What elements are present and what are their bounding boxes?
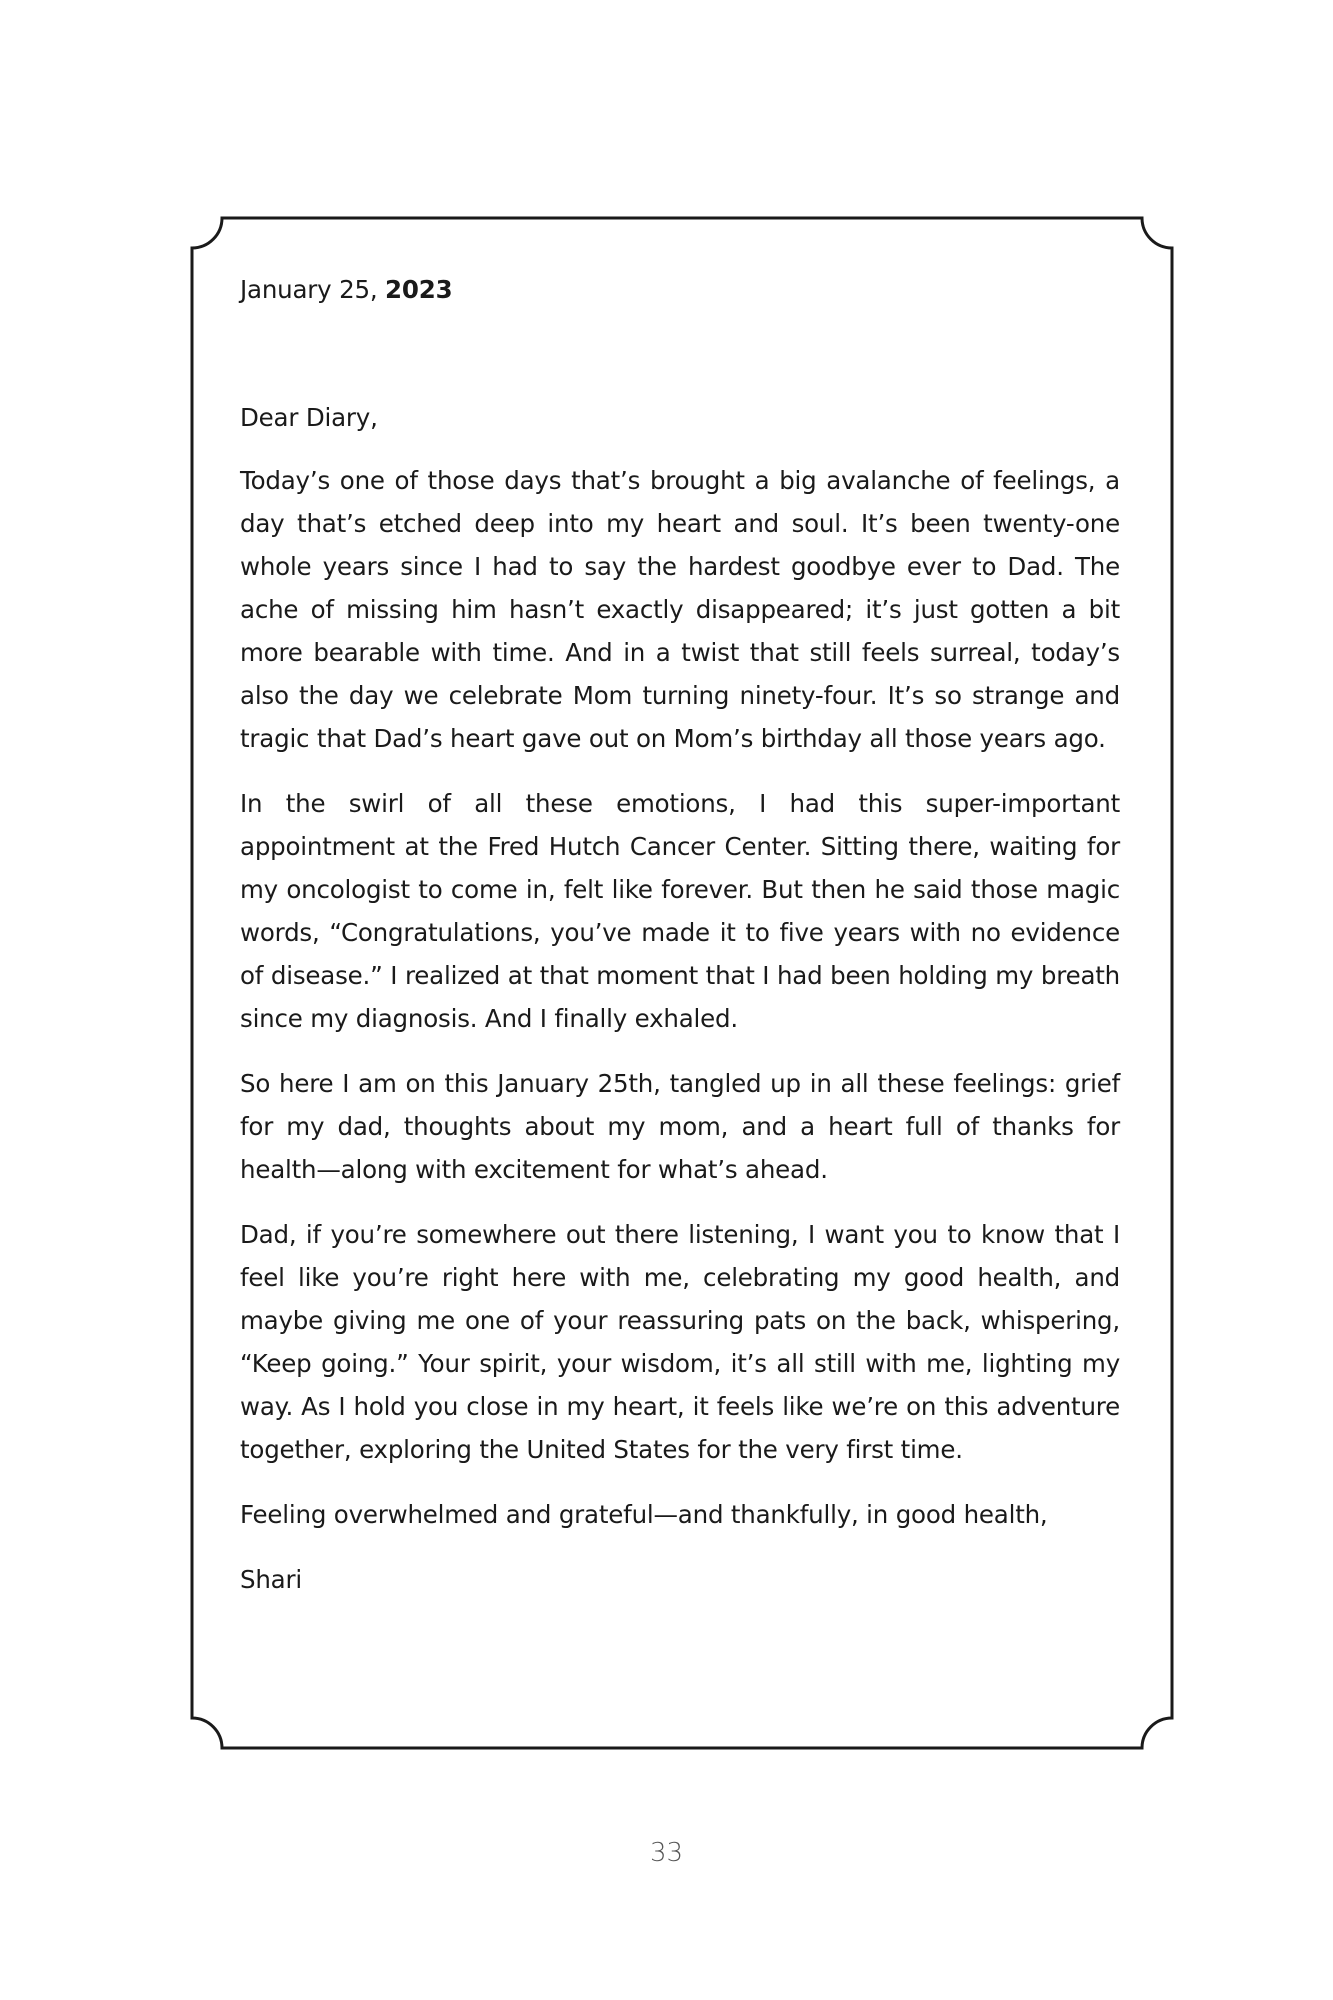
signature: Shari <box>240 1565 302 1594</box>
page-number: 33 <box>649 1838 684 1868</box>
diary-entry <box>240 268 1120 1601</box>
paragraph: In the swirl of all these emotions, I had this super-important appointment at the Fred Hutch Cancer Center. Sitting there, waiting for my oncologist to come in, felt like forever. But then he said those magic words, “Congratulations, you’ve made it to five years with no evidence of disease.” I realized at that moment that I had been holding my breath since my diagnosis. And I finally exhaled. <box>240 789 1120 1033</box>
paragraph: So here I am on this January 25th, tangled up in all these feelings: grief for my dad, thoughts about my mom, and a heart full of thanks for health—along with excitement for what’s ahead. <box>240 1069 1120 1184</box>
entry-date <box>240 268 1120 311</box>
entry-date-prefix: January 25, <box>240 275 378 304</box>
entry-date-year: 2023 <box>385 275 453 304</box>
paragraph: Today’s one of those days that’s brought a big avalanche of feelings, a day that’s etched deep into my heart and soul. It’s been twenty-one whole years since I had to say the hardest goodbye ever to Dad. The ache of missing him hasn’t exactly disappeared; it’s just gotten a bit more bearable with time. And in a twist that still feels surreal, today’s also the day we celebrate Mom turning ninety-four. It’s so strange and tragic that Dad’s heart gave out on Mom’s birthday all those years ago. <box>240 466 1120 753</box>
closing-line: Feeling overwhelmed and grateful—and thankfully, in good health, <box>240 1500 1048 1529</box>
paragraph: Dad, if you’re somewhere out there listening, I want you to know that I feel like you’re right here with me, celebrating my good health, and maybe giving me one of your reassuring pats on the back, whispering, “Keep going.” Your spirit, your wisdom, it’s all still with me, lighting my way. As I hold you close in my heart, it feels like we’re on this adventure together, exploring the United States for the very first time. <box>240 1220 1120 1464</box>
salutation: Dear Diary, <box>240 403 378 432</box>
